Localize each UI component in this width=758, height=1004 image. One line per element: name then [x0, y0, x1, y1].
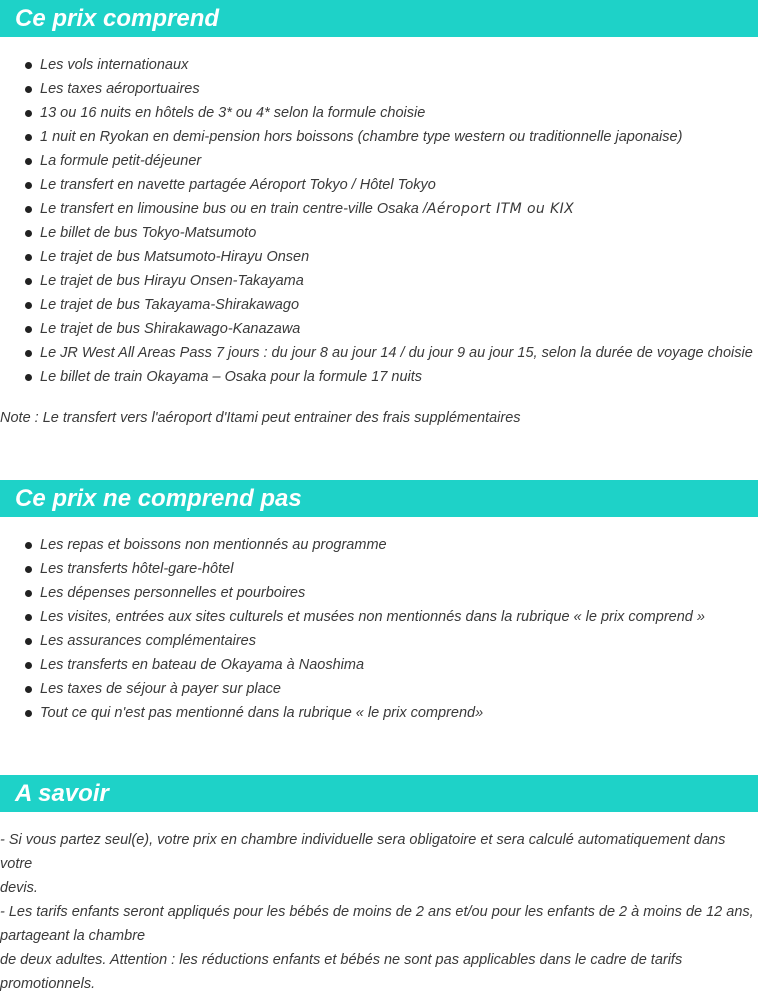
list-item: Les taxes aéroportuaires	[0, 77, 753, 101]
good-to-know-line: - Si vous partez seul(e), votre prix en chambre individuelle sera obligatoire et sera calculé automatiquement dans votre	[0, 832, 726, 872]
list-item: Le trajet de bus Matsumoto-Hirayu Onsen	[0, 245, 753, 269]
good-to-know-text	[0, 828, 758, 996]
list-item: 1 nuit en Ryokan en demi-pension hors boissons (chambre type western ou traditionnelle japonaise)	[0, 125, 753, 149]
list-item: 13 ou 16 nuits en hôtels de 3* ou 4* selon la formule choisie	[0, 101, 753, 125]
list-item: Les repas et boissons non mentionnés au programme	[0, 533, 705, 557]
list-item: Le billet de train Okayama – Osaka pour la formule 17 nuits	[0, 365, 753, 389]
list-item: Les vols internationaux	[0, 53, 753, 77]
transfer-osaka-text: Le transfert en limousine bus ou en train centre-ville Osaka /	[40, 201, 427, 217]
not-included-title: Ce prix ne comprend pas	[0, 480, 758, 517]
list-item	[0, 197, 753, 221]
included-note: Note : Le transfert vers l'aéroport d'Itami peut entrainer des frais supplémentaires	[0, 410, 521, 426]
list-item: Les visites, entrées aux sites culturels et musées non mentionnés dans la rubrique « le prix comprend »	[0, 605, 705, 629]
list-item: Le JR West All Areas Pass 7 jours : du jour 8 au jour 14 / du jour 9 au jour 15, selon la durée de voyage choisie	[0, 341, 753, 365]
good-to-know-line: devis.	[0, 880, 38, 896]
list-item: Le trajet de bus Shirakawago-Kanazawa	[0, 317, 753, 341]
list-item: La formule petit-déjeuner	[0, 149, 753, 173]
list-item: Le transfert en navette partagée Aéroport Tokyo / Hôtel Tokyo	[0, 173, 753, 197]
not-included-list	[0, 533, 705, 725]
good-to-know-line: partageant la chambre	[0, 928, 146, 944]
list-item: Les dépenses personnelles et pourboires	[0, 581, 705, 605]
list-item: Tout ce qui n'est pas mentionné dans la rubrique « le prix comprend»	[0, 701, 705, 725]
list-item: Les transferts en bateau de Okayama à Naoshima	[0, 653, 705, 677]
good-to-know-title: A savoir	[0, 775, 758, 812]
list-item: Le billet de bus Tokyo-Matsumoto	[0, 221, 753, 245]
list-item: Les assurances complémentaires	[0, 629, 705, 653]
included-list	[0, 53, 753, 389]
list-item: Le trajet de bus Takayama-Shirakawago	[0, 293, 753, 317]
list-item: Le trajet de bus Hirayu Onsen-Takayama	[0, 269, 753, 293]
list-item: Les transferts hôtel-gare-hôtel	[0, 557, 705, 581]
good-to-know-line: - Les tarifs enfants seront appliqués pour les bébés de moins de 2 ans et/ou pour les enfants de 2 à moins de 12 ans,	[0, 904, 754, 920]
list-item: Les taxes de séjour à payer sur place	[0, 677, 705, 701]
transfer-osaka-airports: Aéroport ITM ou KIX	[426, 201, 575, 217]
included-title: Ce prix comprend	[0, 0, 758, 37]
good-to-know-line: de deux adultes. Attention : les réductions enfants et bébés ne sont pas applicables dans le cadre de tarifs promotionnels.	[0, 952, 683, 992]
